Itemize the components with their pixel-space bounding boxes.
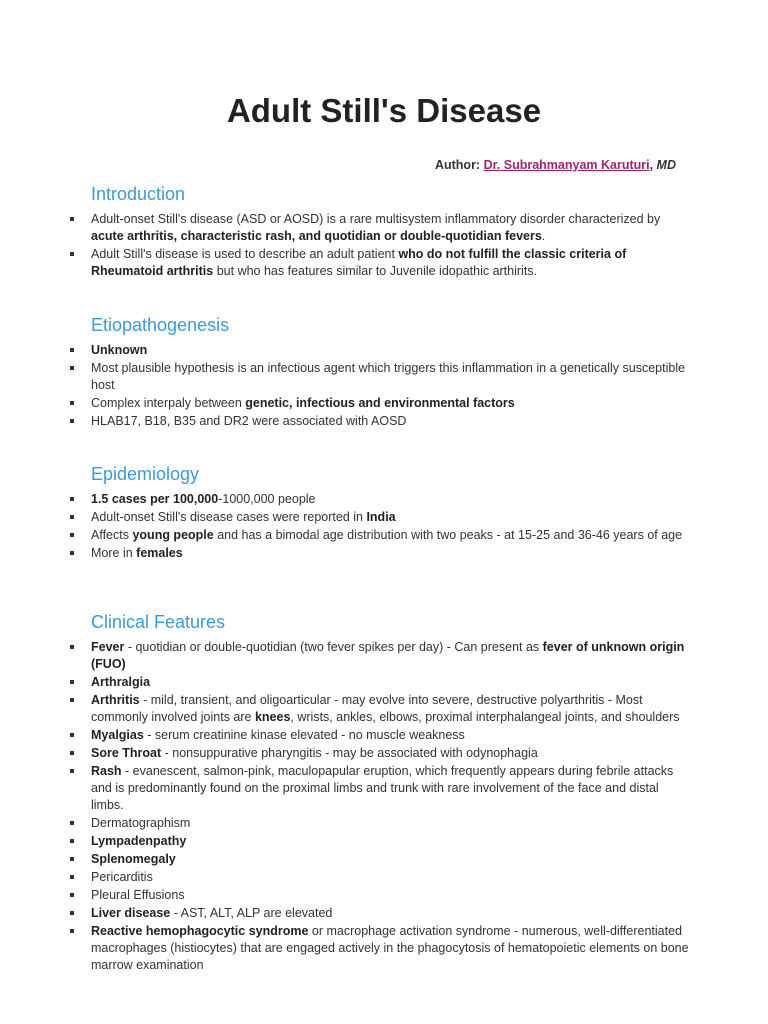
- list-item: [70, 246, 690, 280]
- text-run: Most plausible hypothesis is an infectious agent which triggers this inflammation in a genetically susceptible host: [91, 361, 686, 392]
- bold-text: knees: [254, 710, 291, 724]
- bold-text: who do not fulfill the classic criteria of Rheumatoid arthritis: [91, 247, 627, 278]
- author-link[interactable]: Dr. Subrahmanyam Karuturi: [483, 158, 650, 172]
- bold-text: Rash: [91, 764, 122, 778]
- list-item: [70, 360, 690, 394]
- list-item: [70, 395, 690, 412]
- bold-text: fever of unknown origin (FUO): [91, 640, 685, 671]
- text-run: HLAB17, B18, B35 and DR2 were associated with AOSD: [91, 414, 407, 428]
- section-introduction: [70, 184, 690, 281]
- text-run: - mild, transient, and oligoarticular - may evolve into severe, destructive polyarthritis - Most commonly involved joints are: [91, 693, 643, 724]
- list-item: [70, 887, 690, 904]
- section-heading: Epidemiology: [91, 464, 200, 484]
- text-run: Dermatographism: [91, 816, 191, 830]
- list-item: [70, 923, 690, 974]
- section-etiopathogenesis: [70, 315, 690, 431]
- text-run: Pericarditis: [91, 870, 153, 884]
- text-run: .: [541, 229, 546, 243]
- list-item: [70, 639, 690, 673]
- list-item: [70, 905, 690, 922]
- bold-text: 1.5 cases per 100,000: [91, 492, 219, 506]
- text-run: Adult-onset Still's disease (ASD or AOSD) is a rare multisystem inflammatory disorder characterized by: [91, 212, 661, 226]
- bold-text: Reactive hemophagocytic syndrome: [91, 924, 309, 938]
- bold-text: acute arthritis, characteristic rash, and quotidian or double-quotidian fevers: [91, 229, 542, 243]
- list-item: [70, 527, 690, 544]
- text-run: but who has features similar to Juvenile idopathic arthirits.: [213, 264, 538, 278]
- text-run: , wrists, ankles, elbows, proximal interphalangeal joints, and shoulders: [290, 710, 680, 724]
- bullet-list: [70, 491, 690, 562]
- text-run: Adult Still's disease is used to describe an adult patient: [91, 247, 399, 261]
- bold-text: India: [366, 510, 396, 524]
- section-epidemiology: [70, 464, 690, 563]
- text-run: and has a bimodal age distribution with two peaks - at 15-25 and 36-46 years of age: [213, 528, 683, 542]
- list-item: [70, 727, 690, 744]
- bullet-list: [70, 211, 690, 280]
- text-run: Affects: [91, 528, 133, 542]
- page-title: Adult Still's Disease: [226, 92, 542, 129]
- author-suffix: ,: [649, 158, 657, 172]
- bold-text: Liver disease: [91, 906, 171, 920]
- list-item: [70, 674, 690, 691]
- bold-text: Splenomegaly: [91, 852, 176, 866]
- text-run: - quotidian or double-quotidian (two fever spikes per day) - Can present as: [124, 640, 543, 654]
- list-item: [70, 342, 690, 359]
- text-run: Pleural Effusions: [91, 888, 185, 902]
- list-item: [70, 745, 690, 762]
- text-run: - serum creatinine kinase elevated - no muscle weakness: [143, 728, 465, 742]
- list-item: [70, 413, 690, 430]
- bold-text: females: [136, 546, 183, 560]
- list-item: [70, 509, 690, 526]
- list-item: [70, 869, 690, 886]
- bold-text: Sore Throat: [91, 746, 162, 760]
- bold-text: genetic, infectious and environmental factors: [245, 396, 515, 410]
- text-run: -1000,000 people: [218, 492, 316, 506]
- text-run: Adult-onset Still's disease cases were reported in: [91, 510, 367, 524]
- bold-text: young people: [132, 528, 214, 542]
- list-item: [70, 692, 690, 726]
- author-line: [435, 158, 676, 172]
- text-run: or macrophage activation syndrome - numerous, well-differentiated macrophages (histiocytes) that are engaged actively in the phagocytosis of hematopoietic elements on bone marrow examination: [91, 924, 689, 972]
- bold-text: Fever: [91, 640, 125, 654]
- section-clinical-features: [70, 612, 690, 975]
- section-heading: Clinical Features: [91, 612, 226, 632]
- bold-text: Arthralgia: [91, 675, 151, 689]
- bullet-list: [70, 639, 690, 974]
- bold-text: Unknown: [91, 343, 148, 357]
- list-item: [70, 833, 690, 850]
- list-item: [70, 545, 690, 562]
- list-item: [70, 851, 690, 868]
- list-item: [70, 763, 690, 814]
- author-degree: MD: [656, 158, 676, 172]
- list-item: [70, 211, 690, 245]
- text-run: - nonsuppurative pharyngitis - may be associated with odynophagia: [161, 746, 538, 760]
- list-item: [70, 815, 690, 832]
- text-run: More in: [91, 546, 137, 560]
- author-label: Author:: [434, 158, 481, 172]
- bold-text: Lympadenpathy: [91, 834, 187, 848]
- text-run: - evanescent, salmon-pink, maculopapular eruption, which frequently appears during febrile attacks and is predominantly found on the proximal limbs and trunk with rare involvement of the face and distal limbs.: [91, 764, 674, 812]
- bullet-list: [70, 342, 690, 430]
- bold-text: Myalgias: [91, 728, 144, 742]
- section-heading: Etiopathogenesis: [91, 315, 230, 335]
- bold-text: Arthritis: [91, 693, 140, 707]
- text-run: Complex interpaly between: [91, 396, 246, 410]
- list-item: [70, 491, 690, 508]
- text-run: - AST, ALT, ALP are elevated: [170, 906, 333, 920]
- section-heading: Introduction: [91, 184, 186, 204]
